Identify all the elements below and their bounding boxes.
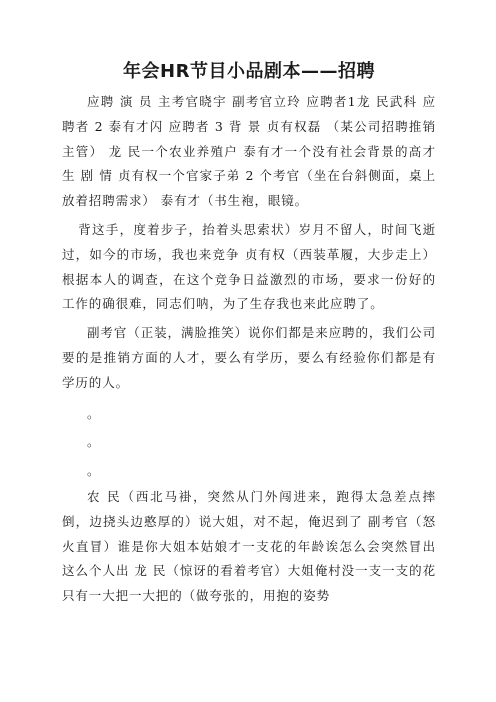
paragraph-cast-and-background: 应聘 演 员 主考官晓宇 副考官立玲 应聘者1龙 民武科 应聘者 2 泰有才闪 应聘者 3 背 景 贞有权磊 （某公司招聘推销主管） 龙 民一个农业养殖户 泰有才一个没有社会背景的高才生 剧 情 贞有权一个官家子弟 2 个考官（坐在台斜侧面，桌上放着招聘需求） 泰有才（书生袍，眼镜。 [62,94,436,209]
paragraph-tai-youcai: 背这手，度着步子，抬着头思索状）岁月不留人，时间飞逝过，如今的市场，我也来竞争 贞有权（西装革履，大步走上）根据本人的调查，在这个竞争日益激烈的市场，要求一份好的工作的确很难，同志们呐，为了生存我也来此应聘了。 [62,221,436,312]
ellipsis-dot-1: 。 [87,405,100,421]
document-title: 年会HR节目小品剧本——招聘 [123,61,375,82]
document-page [62,58,436,613]
paragraph-deputy-examiner: 副考官（正装，满脸推笑）说你们都是来应聘的，我们公司要的是推销方面的人才，要么有学历，要么有经验你们都是有学历的人。 [62,325,436,390]
ellipsis-dot-2: 。 [87,434,100,450]
ellipsis-dot-3: 。 [87,462,100,478]
paragraph-farmer-arrives: 农 民（西北马褂，突然从门外闯进来，跑得太急差点摔倒，边挠头边憨厚的）说大姐，对不起，俺迟到了 副考官（怒火直冒）谁是你大姐本姑娘才一支花的年龄诶怎么会突然冒出这么个人出 龙 民（惊讶的看着考官）大姐俺村没一支一支的花只有一大把一大把的（做夸张的，用抱的姿势 [62,489,436,604]
